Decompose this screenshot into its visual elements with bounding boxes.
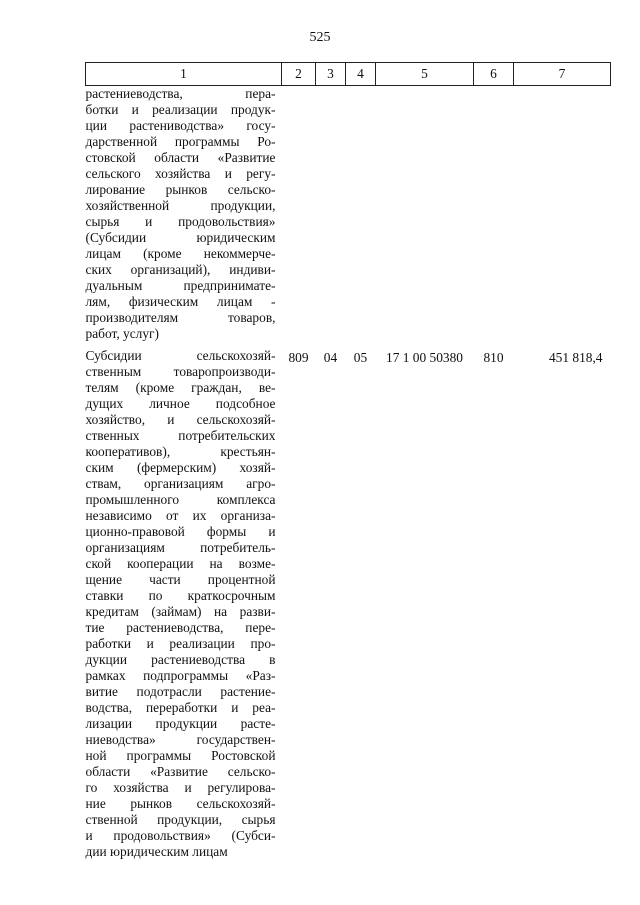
cell-col5 xyxy=(376,86,474,343)
description-line: ственной продукции, сырья xyxy=(85,812,276,827)
description-line: сельского хозяйства и регу- xyxy=(85,166,276,181)
description-line: дукции растениеводства в xyxy=(85,652,276,667)
page-number: 525 xyxy=(309,30,331,45)
cell-col4 xyxy=(346,86,376,343)
description-line: ной программы Ростовской xyxy=(85,748,276,763)
description-line: ние рынков сельскохозяй- xyxy=(85,796,276,811)
description-line: щение части процентной xyxy=(85,572,276,587)
description-line: работ, услуг) xyxy=(85,326,159,341)
description-line: витие подотрасли растение- xyxy=(85,684,276,699)
description-line: сырья и продовольствия» xyxy=(85,214,276,229)
description-line: ским (фермерским) хозяй- xyxy=(85,460,276,475)
description-line: ционно-правовой формы и xyxy=(85,524,276,539)
cell-col5: 17 1 00 50380 xyxy=(386,350,463,365)
description-line: работки и реализации про- xyxy=(85,636,276,651)
description-line: ственных потребительских xyxy=(85,428,276,443)
column-header-7: 7 xyxy=(514,63,611,86)
column-header-4: 4 xyxy=(346,63,376,86)
cell-col6 xyxy=(474,86,514,343)
description-line: хозяйство, и сельскохозяй- xyxy=(85,412,276,427)
description-line: области «Развитие сельско- xyxy=(85,764,276,779)
description-line: ставки по краткосрочным xyxy=(85,588,276,603)
description-line: Субсидии сельскохозяй- xyxy=(85,348,276,363)
cell-col2: 809 xyxy=(288,350,309,365)
cell-col3: 04 xyxy=(323,350,338,365)
description-line: промышленного комплекса xyxy=(85,492,276,507)
description-line: растениеводства, пера- xyxy=(85,86,276,101)
description-line: дии юридическим лицам xyxy=(85,844,228,859)
description-line: хозяйственной продукции, xyxy=(85,198,276,213)
cell-col3 xyxy=(316,86,346,343)
description-line: ских организаций), индиви- xyxy=(85,262,276,277)
cell-amount xyxy=(514,86,611,343)
cell-col2 xyxy=(282,86,316,343)
description-line: организациям потребитель- xyxy=(85,540,276,555)
description-line: рамках подпрограммы «Раз- xyxy=(85,668,276,683)
cell-amount: 451 818,4 xyxy=(548,350,603,365)
row-description xyxy=(86,86,282,343)
row-description xyxy=(86,348,282,860)
description-line: дуальным предпринимате- xyxy=(85,278,276,293)
description-line: лирование рынков сельско- xyxy=(85,182,276,197)
budget-table xyxy=(85,62,611,860)
table-row xyxy=(86,348,611,860)
column-header-5: 5 xyxy=(376,63,474,86)
description-line: ственным товаропроизводи- xyxy=(85,364,276,379)
description-line: ской кооперации на возме- xyxy=(85,556,276,571)
column-header-1: 1 xyxy=(86,63,282,86)
description-line: ботки и реализации продук- xyxy=(85,102,276,117)
description-line: производителям товаров, xyxy=(85,310,276,325)
description-line: ниеводства» государствен- xyxy=(85,732,276,747)
description-line: стовской области «Развитие xyxy=(85,150,276,165)
description-line: тие растениеводства, пере- xyxy=(85,620,276,635)
table-header-row xyxy=(86,63,611,86)
description-line: независимо от их организа- xyxy=(85,508,276,523)
description-line: дущих личное подсобное xyxy=(85,396,276,411)
description-line: ции растениводства» госу- xyxy=(85,118,276,133)
description-line: телям (кроме граждан, ве- xyxy=(85,380,276,395)
cell-col6: 810 xyxy=(483,350,504,365)
description-line: лям, физическим лицам - xyxy=(85,294,276,309)
description-line: водства, переработки и реа- xyxy=(85,700,276,715)
cell-col4: 05 xyxy=(353,350,368,365)
description-line: лицам (кроме некоммерче- xyxy=(85,246,276,261)
column-header-6: 6 xyxy=(474,63,514,86)
description-line: ствам, организациям агро- xyxy=(85,476,276,491)
table-body xyxy=(86,86,611,861)
description-line: кредитам (займам) на разви- xyxy=(85,604,276,619)
description-line: дарственной программы Ро- xyxy=(85,134,276,149)
description-line: и продовольствия» (Субси- xyxy=(85,828,276,843)
column-header-3: 3 xyxy=(316,63,346,86)
description-line: кооперативов), крестьян- xyxy=(85,444,276,459)
table-row xyxy=(86,86,611,343)
description-line: го хозяйства и регулирова- xyxy=(85,780,276,795)
description-line: лизации продукции расте- xyxy=(85,716,276,731)
description-line: (Субсидии юридическим xyxy=(85,230,276,245)
column-header-2: 2 xyxy=(282,63,316,86)
